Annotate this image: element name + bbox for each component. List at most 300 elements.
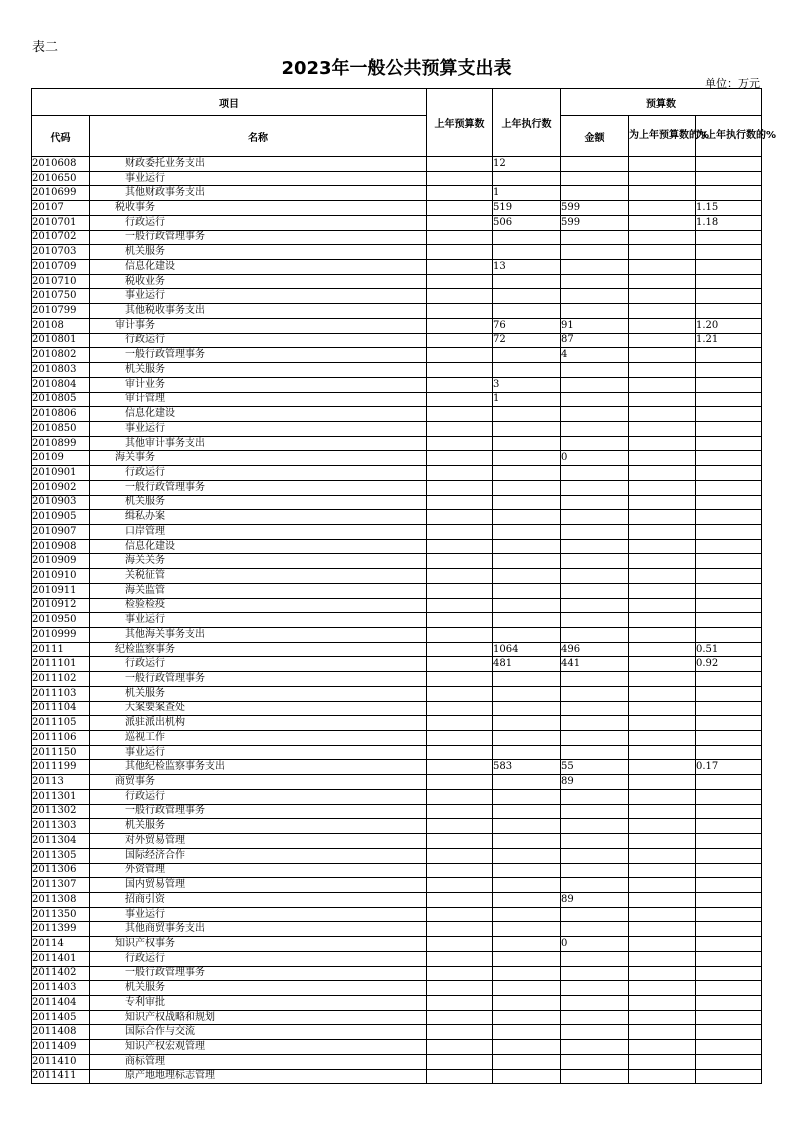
row-prev-exec	[493, 554, 561, 569]
row-pct-prev-budget	[629, 274, 696, 289]
row-pct-prev-exec	[696, 157, 762, 172]
row-prev-budget	[427, 716, 493, 731]
row-prev-exec	[493, 804, 561, 819]
row-prev-budget	[427, 1069, 493, 1084]
row-pct-prev-exec	[696, 628, 762, 643]
row-code: 2010909	[32, 554, 90, 569]
row-prev-exec: 76	[493, 318, 561, 333]
row-prev-exec	[493, 878, 561, 893]
row-code: 2010907	[32, 524, 90, 539]
row-prev-exec	[493, 892, 561, 907]
row-code: 20107	[32, 201, 90, 216]
row-name: 其他商贸事务支出	[90, 922, 427, 937]
row-prev-exec: 481	[493, 657, 561, 672]
table-row	[32, 260, 762, 275]
row-code: 20108	[32, 318, 90, 333]
row-pct-prev-budget	[629, 1040, 696, 1055]
row-prev-exec	[493, 466, 561, 481]
row-name: 对外贸易管理	[90, 834, 427, 849]
row-code: 2011103	[32, 686, 90, 701]
row-name: 机关服务	[90, 363, 427, 378]
row-prev-exec	[493, 436, 561, 451]
row-pct-prev-budget	[629, 863, 696, 878]
row-prev-budget	[427, 171, 493, 186]
row-pct-prev-exec	[696, 937, 762, 952]
row-prev-budget	[427, 1010, 493, 1025]
row-amount	[561, 304, 629, 319]
row-pct-prev-exec	[696, 598, 762, 613]
row-name: 审计管理	[90, 392, 427, 407]
header-budget-group: 预算数	[561, 89, 762, 116]
row-prev-exec	[493, 451, 561, 466]
row-amount	[561, 245, 629, 260]
table-row	[32, 524, 762, 539]
row-code: 2010703	[32, 245, 90, 260]
row-pct-prev-exec	[696, 731, 762, 746]
row-name: 一般行政管理事务	[90, 480, 427, 495]
row-name: 其他海关事务支出	[90, 628, 427, 643]
row-pct-prev-exec	[696, 775, 762, 790]
row-amount	[561, 672, 629, 687]
row-prev-exec	[493, 348, 561, 363]
row-amount	[561, 171, 629, 186]
table-row	[32, 701, 762, 716]
table-row	[32, 407, 762, 422]
row-pct-prev-budget	[629, 480, 696, 495]
row-pct-prev-exec	[696, 922, 762, 937]
row-pct-prev-budget	[629, 789, 696, 804]
row-prev-budget	[427, 539, 493, 554]
row-code: 2010806	[32, 407, 90, 422]
row-amount: 0	[561, 451, 629, 466]
row-pct-prev-exec	[696, 1069, 762, 1084]
row-pct-prev-budget	[629, 201, 696, 216]
row-prev-budget	[427, 731, 493, 746]
row-name: 关税征管	[90, 569, 427, 584]
row-pct-prev-budget	[629, 554, 696, 569]
row-code: 2011304	[32, 834, 90, 849]
table-row	[32, 613, 762, 628]
row-code: 20114	[32, 937, 90, 952]
row-pct-prev-budget	[629, 157, 696, 172]
row-amount	[561, 981, 629, 996]
table-row	[32, 466, 762, 481]
table-row	[32, 304, 762, 319]
table-row	[32, 907, 762, 922]
row-prev-budget	[427, 892, 493, 907]
row-prev-budget	[427, 686, 493, 701]
row-pct-prev-budget	[629, 289, 696, 304]
row-code: 2011405	[32, 1010, 90, 1025]
row-prev-exec	[493, 613, 561, 628]
row-name: 行政运行	[90, 789, 427, 804]
row-amount	[561, 951, 629, 966]
table-row	[32, 451, 762, 466]
row-prev-budget	[427, 392, 493, 407]
row-code: 20111	[32, 642, 90, 657]
row-pct-prev-exec	[696, 230, 762, 245]
row-amount	[561, 789, 629, 804]
table-row	[32, 230, 762, 245]
row-pct-prev-budget	[629, 731, 696, 746]
row-code: 2011408	[32, 1025, 90, 1040]
row-amount	[561, 157, 629, 172]
table-row	[32, 775, 762, 790]
table-row	[32, 863, 762, 878]
row-name: 一般行政管理事务	[90, 230, 427, 245]
row-code: 2010901	[32, 466, 90, 481]
row-pct-prev-budget	[629, 657, 696, 672]
row-amount: 87	[561, 333, 629, 348]
table-row	[32, 421, 762, 436]
row-name: 一般行政管理事务	[90, 672, 427, 687]
row-name: 信息化建设	[90, 539, 427, 554]
row-pct-prev-budget	[629, 598, 696, 613]
row-pct-prev-exec: 1.21	[696, 333, 762, 348]
table-row	[32, 657, 762, 672]
row-pct-prev-exec: 0.92	[696, 657, 762, 672]
row-pct-prev-exec	[696, 377, 762, 392]
row-prev-exec	[493, 524, 561, 539]
row-amount	[561, 466, 629, 481]
row-pct-prev-exec	[696, 392, 762, 407]
row-prev-budget	[427, 848, 493, 863]
row-pct-prev-budget	[629, 995, 696, 1010]
row-code: 2010911	[32, 583, 90, 598]
row-code: 2011307	[32, 878, 90, 893]
row-prev-exec: 583	[493, 760, 561, 775]
row-pct-prev-exec	[696, 878, 762, 893]
row-name: 知识产权事务	[90, 937, 427, 952]
row-code: 2011105	[32, 716, 90, 731]
row-amount	[561, 407, 629, 422]
row-code: 2010803	[32, 363, 90, 378]
row-prev-exec: 13	[493, 260, 561, 275]
row-pct-prev-budget	[629, 1010, 696, 1025]
table-row	[32, 922, 762, 937]
row-prev-budget	[427, 657, 493, 672]
row-prev-exec	[493, 495, 561, 510]
row-name: 事业运行	[90, 421, 427, 436]
table-row	[32, 760, 762, 775]
table-row	[32, 274, 762, 289]
table-row	[32, 804, 762, 819]
table-row	[32, 672, 762, 687]
row-pct-prev-budget	[629, 922, 696, 937]
row-name: 事业运行	[90, 289, 427, 304]
row-prev-budget	[427, 672, 493, 687]
row-name: 一般行政管理事务	[90, 348, 427, 363]
row-prev-budget	[427, 377, 493, 392]
row-amount	[561, 819, 629, 834]
header-amount: 金额	[561, 116, 629, 157]
row-name: 海关事务	[90, 451, 427, 466]
row-prev-budget	[427, 524, 493, 539]
row-code: 2010701	[32, 215, 90, 230]
row-prev-budget	[427, 466, 493, 481]
row-amount: 55	[561, 760, 629, 775]
row-amount	[561, 716, 629, 731]
row-pct-prev-budget	[629, 304, 696, 319]
row-name: 一般行政管理事务	[90, 804, 427, 819]
row-name: 其他财政事务支出	[90, 186, 427, 201]
row-prev-budget	[427, 304, 493, 319]
row-pct-prev-budget	[629, 421, 696, 436]
row-pct-prev-exec	[696, 863, 762, 878]
row-name: 纪检监察事务	[90, 642, 427, 657]
row-pct-prev-exec	[696, 466, 762, 481]
row-pct-prev-budget	[629, 510, 696, 525]
row-name: 商贸事务	[90, 775, 427, 790]
row-prev-budget	[427, 907, 493, 922]
row-pct-prev-budget	[629, 819, 696, 834]
row-prev-budget	[427, 789, 493, 804]
row-prev-budget	[427, 701, 493, 716]
row-pct-prev-exec	[696, 716, 762, 731]
row-amount	[561, 524, 629, 539]
table-row	[32, 966, 762, 981]
table-row	[32, 716, 762, 731]
row-code: 2011104	[32, 701, 90, 716]
table-row	[32, 245, 762, 260]
table-row	[32, 539, 762, 554]
row-pct-prev-exec	[696, 554, 762, 569]
row-prev-exec: 12	[493, 157, 561, 172]
row-pct-prev-budget	[629, 878, 696, 893]
row-name: 机关服务	[90, 819, 427, 834]
table-row	[32, 995, 762, 1010]
row-pct-prev-exec	[696, 289, 762, 304]
row-pct-prev-exec	[696, 834, 762, 849]
row-prev-budget	[427, 628, 493, 643]
row-prev-budget	[427, 951, 493, 966]
row-name: 事业运行	[90, 613, 427, 628]
table-row	[32, 1054, 762, 1069]
row-code: 2010903	[32, 495, 90, 510]
row-name: 机关服务	[90, 686, 427, 701]
header-name: 名称	[90, 116, 427, 157]
row-prev-exec	[493, 539, 561, 554]
row-prev-budget	[427, 363, 493, 378]
row-prev-exec	[493, 995, 561, 1010]
row-prev-exec	[493, 480, 561, 495]
row-name: 其他纪检监察事务支出	[90, 760, 427, 775]
row-amount: 599	[561, 215, 629, 230]
row-prev-budget	[427, 760, 493, 775]
row-amount	[561, 1040, 629, 1055]
row-pct-prev-exec	[696, 848, 762, 863]
row-code: 2010710	[32, 274, 90, 289]
row-prev-exec: 519	[493, 201, 561, 216]
row-code: 2011106	[32, 731, 90, 746]
row-amount	[561, 186, 629, 201]
row-amount	[561, 392, 629, 407]
row-pct-prev-budget	[629, 628, 696, 643]
row-pct-prev-budget	[629, 230, 696, 245]
row-prev-exec: 72	[493, 333, 561, 348]
row-amount	[561, 569, 629, 584]
row-pct-prev-exec	[696, 451, 762, 466]
row-prev-budget	[427, 995, 493, 1010]
row-code: 2011410	[32, 1054, 90, 1069]
row-pct-prev-budget	[629, 583, 696, 598]
row-name: 事业运行	[90, 907, 427, 922]
row-pct-prev-exec	[696, 569, 762, 584]
row-pct-prev-budget	[629, 407, 696, 422]
row-amount	[561, 848, 629, 863]
row-pct-prev-budget	[629, 318, 696, 333]
row-prev-budget	[427, 421, 493, 436]
table-row	[32, 789, 762, 804]
row-pct-prev-exec	[696, 819, 762, 834]
row-amount: 91	[561, 318, 629, 333]
row-amount	[561, 966, 629, 981]
header-pct-prev-exec: 为上年执行数的%	[696, 116, 762, 157]
row-pct-prev-exec	[696, 583, 762, 598]
row-amount: 599	[561, 201, 629, 216]
row-pct-prev-exec: 1.18	[696, 215, 762, 230]
table-row	[32, 569, 762, 584]
row-code: 2011404	[32, 995, 90, 1010]
row-prev-exec	[493, 289, 561, 304]
table-row	[32, 642, 762, 657]
table-row	[32, 583, 762, 598]
row-prev-exec	[493, 731, 561, 746]
row-amount	[561, 436, 629, 451]
row-prev-budget	[427, 436, 493, 451]
row-name: 一般行政管理事务	[90, 966, 427, 981]
row-amount	[561, 1025, 629, 1040]
row-name: 缉私办案	[90, 510, 427, 525]
row-prev-budget	[427, 186, 493, 201]
row-name: 口岸管理	[90, 524, 427, 539]
row-pct-prev-exec	[696, 407, 762, 422]
row-amount	[561, 701, 629, 716]
row-pct-prev-budget	[629, 701, 696, 716]
row-name: 商标管理	[90, 1054, 427, 1069]
row-prev-exec: 1	[493, 186, 561, 201]
row-name: 行政运行	[90, 215, 427, 230]
row-prev-exec	[493, 1040, 561, 1055]
row-name: 审计业务	[90, 377, 427, 392]
row-name: 税收业务	[90, 274, 427, 289]
row-name: 知识产权宏观管理	[90, 1040, 427, 1055]
row-name: 外资管理	[90, 863, 427, 878]
row-pct-prev-exec	[696, 892, 762, 907]
table-row	[32, 554, 762, 569]
row-code: 2011102	[32, 672, 90, 687]
row-code: 2010912	[32, 598, 90, 613]
row-pct-prev-exec	[696, 1054, 762, 1069]
row-prev-budget	[427, 480, 493, 495]
table-row	[32, 834, 762, 849]
row-prev-exec	[493, 981, 561, 996]
row-amount	[561, 834, 629, 849]
row-amount	[561, 878, 629, 893]
row-amount	[561, 260, 629, 275]
row-pct-prev-budget	[629, 436, 696, 451]
row-amount	[561, 995, 629, 1010]
row-code: 20113	[32, 775, 90, 790]
row-pct-prev-exec	[696, 613, 762, 628]
row-pct-prev-budget	[629, 569, 696, 584]
row-code: 2010805	[32, 392, 90, 407]
row-code: 2011199	[32, 760, 90, 775]
row-name: 税收事务	[90, 201, 427, 216]
row-prev-budget	[427, 745, 493, 760]
row-prev-exec	[493, 245, 561, 260]
row-code: 2010699	[32, 186, 90, 201]
row-name: 信息化建设	[90, 260, 427, 275]
row-prev-exec	[493, 171, 561, 186]
row-pct-prev-exec	[696, 745, 762, 760]
row-pct-prev-budget	[629, 466, 696, 481]
table-row	[32, 1025, 762, 1040]
row-amount	[561, 804, 629, 819]
row-prev-exec	[493, 1010, 561, 1025]
row-prev-budget	[427, 937, 493, 952]
row-pct-prev-exec	[696, 274, 762, 289]
row-pct-prev-exec	[696, 171, 762, 186]
row-prev-exec	[493, 274, 561, 289]
row-code: 2010999	[32, 628, 90, 643]
row-prev-exec	[493, 304, 561, 319]
row-code: 2010709	[32, 260, 90, 275]
page-title: 2023年一般公共预算支出表	[281, 58, 512, 79]
row-prev-exec	[493, 686, 561, 701]
row-prev-exec	[493, 701, 561, 716]
row-pct-prev-exec	[696, 907, 762, 922]
table-row	[32, 157, 762, 172]
table-row	[32, 628, 762, 643]
row-code: 2011101	[32, 657, 90, 672]
table-row	[32, 215, 762, 230]
row-pct-prev-exec: 1.20	[696, 318, 762, 333]
row-prev-exec	[493, 907, 561, 922]
row-pct-prev-exec: 0.17	[696, 760, 762, 775]
row-pct-prev-exec	[696, 966, 762, 981]
table-row	[32, 289, 762, 304]
row-name: 海关关务	[90, 554, 427, 569]
row-prev-budget	[427, 804, 493, 819]
table-row	[32, 745, 762, 760]
row-prev-budget	[427, 495, 493, 510]
row-amount	[561, 274, 629, 289]
row-amount	[561, 907, 629, 922]
row-prev-budget	[427, 157, 493, 172]
header-prev-budget: 上年预算数	[427, 89, 493, 157]
row-pct-prev-exec	[696, 1010, 762, 1025]
row-pct-prev-exec	[696, 436, 762, 451]
row-pct-prev-exec	[696, 686, 762, 701]
row-code: 2010850	[32, 421, 90, 436]
row-code: 2010702	[32, 230, 90, 245]
table-row	[32, 510, 762, 525]
row-name: 事业运行	[90, 171, 427, 186]
table-row	[32, 1010, 762, 1025]
row-amount	[561, 421, 629, 436]
row-pct-prev-budget	[629, 775, 696, 790]
row-name: 检验检疫	[90, 598, 427, 613]
row-prev-budget	[427, 215, 493, 230]
row-prev-budget	[427, 1025, 493, 1040]
row-pct-prev-budget	[629, 848, 696, 863]
row-prev-budget	[427, 245, 493, 260]
row-amount	[561, 1010, 629, 1025]
row-pct-prev-exec	[696, 995, 762, 1010]
row-code: 2011403	[32, 981, 90, 996]
row-prev-budget	[427, 289, 493, 304]
